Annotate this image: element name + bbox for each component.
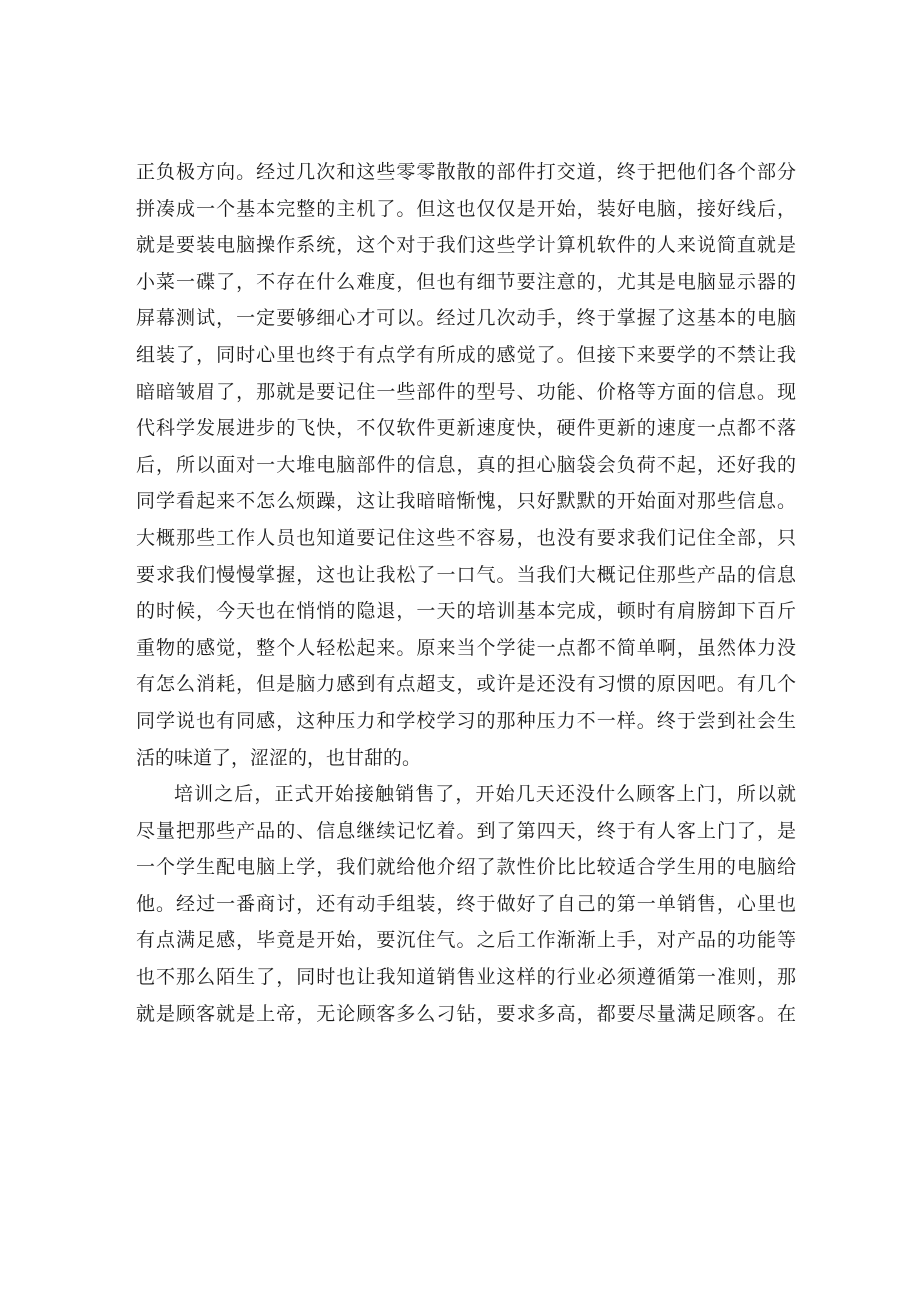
text-line: 同学说也有同感，这种压力和学校学习的那种压力不一样。终于尝到社会生 <box>136 709 796 732</box>
paragraph-1 <box>136 154 796 776</box>
text-line: 屏幕测试，一定要够细心才可以。经过几次动手，终于掌握了这基本的电脑 <box>136 307 796 330</box>
text-line: 拼凑成一个基本完整的主机了。但这也仅仅是开始，装好电脑，接好线后， <box>136 197 796 220</box>
text-line: 就是要装电脑操作系统，这个对于我们这些学计算机软件的人来说简直就是 <box>136 234 796 257</box>
text-line: 就是顾客就是上帝，无论顾客多么刁钻，要求多高，都要尽量满足顾客。在 <box>136 1002 796 1025</box>
document-page <box>136 154 796 1032</box>
text-line: 尽量把那些产品的、信息继续记忆着。到了第四天，终于有人客上门了，是 <box>136 819 796 842</box>
text-line: 后，所以面对一大堆电脑部件的信息，真的担心脑袋会负荷不起，还好我的 <box>136 453 796 476</box>
text-line: 小菜一碟了，不存在什么难度，但也有细节要注意的，尤其是电脑显示器的 <box>136 270 796 293</box>
text-line: 的时候，今天也在悄悄的隐退，一天的培训基本完成，顿时有肩膀卸下百斤 <box>136 600 796 623</box>
text-line: 有怎么消耗，但是脑力感到有点超支，或许是还没有习惯的原因吧。有几个 <box>136 673 796 696</box>
text-line: 也不那么陌生了，同时也让我知道销售业这样的行业必须遵循第一准则，那 <box>136 966 796 989</box>
text-line: 正负极方向。经过几次和这些零零散散的部件打交道，终于把他们各个部分 <box>136 161 796 183</box>
text-line: 暗暗皱眉了，那就是要记住一些部件的型号、功能、价格等方面的信息。现 <box>136 380 796 403</box>
text-line: 重物的感觉，整个人轻松起来。原来当个学徒一点都不简单啊，虽然体力没 <box>136 636 796 659</box>
text-line: 有点满足感，毕竟是开始，要沉住气。之后工作渐渐上手，对产品的功能等 <box>136 929 796 952</box>
text-line: 代科学发展进步的飞快，不仅软件更新速度快，硬件更新的速度一点都不落 <box>136 417 796 440</box>
text-line: 组装了，同时心里也终于有点学有所成的感觉了。但接下来要学的不禁让我 <box>136 343 796 366</box>
text-line: 同学看起来不怎么烦躁，这让我暗暗惭愧，只好默默的开始面对那些信息。 <box>136 490 796 513</box>
text-line: 活的味道了，涩涩的，也甘甜的。 <box>136 746 422 769</box>
text-line: 一个学生配电脑上学，我们就给他介绍了款性价比比较适合学生用的电脑给 <box>136 856 796 879</box>
text-line: 培训之后，正式开始接触销售了，开始几天还没什么顾客上门，所以就 <box>174 783 796 806</box>
paragraph-2 <box>136 776 796 1032</box>
text-line: 他。经过一番商讨，还有动手组装，终于做好了自己的第一单销售，心里也 <box>136 892 796 915</box>
text-line: 要求我们慢慢掌握，这也让我松了一口气。当我们大概记住那些产品的信息 <box>136 563 796 586</box>
text-line: 大概那些工作人员也知道要记住这些不容易，也没有要求我们记住全部，只 <box>136 526 796 549</box>
